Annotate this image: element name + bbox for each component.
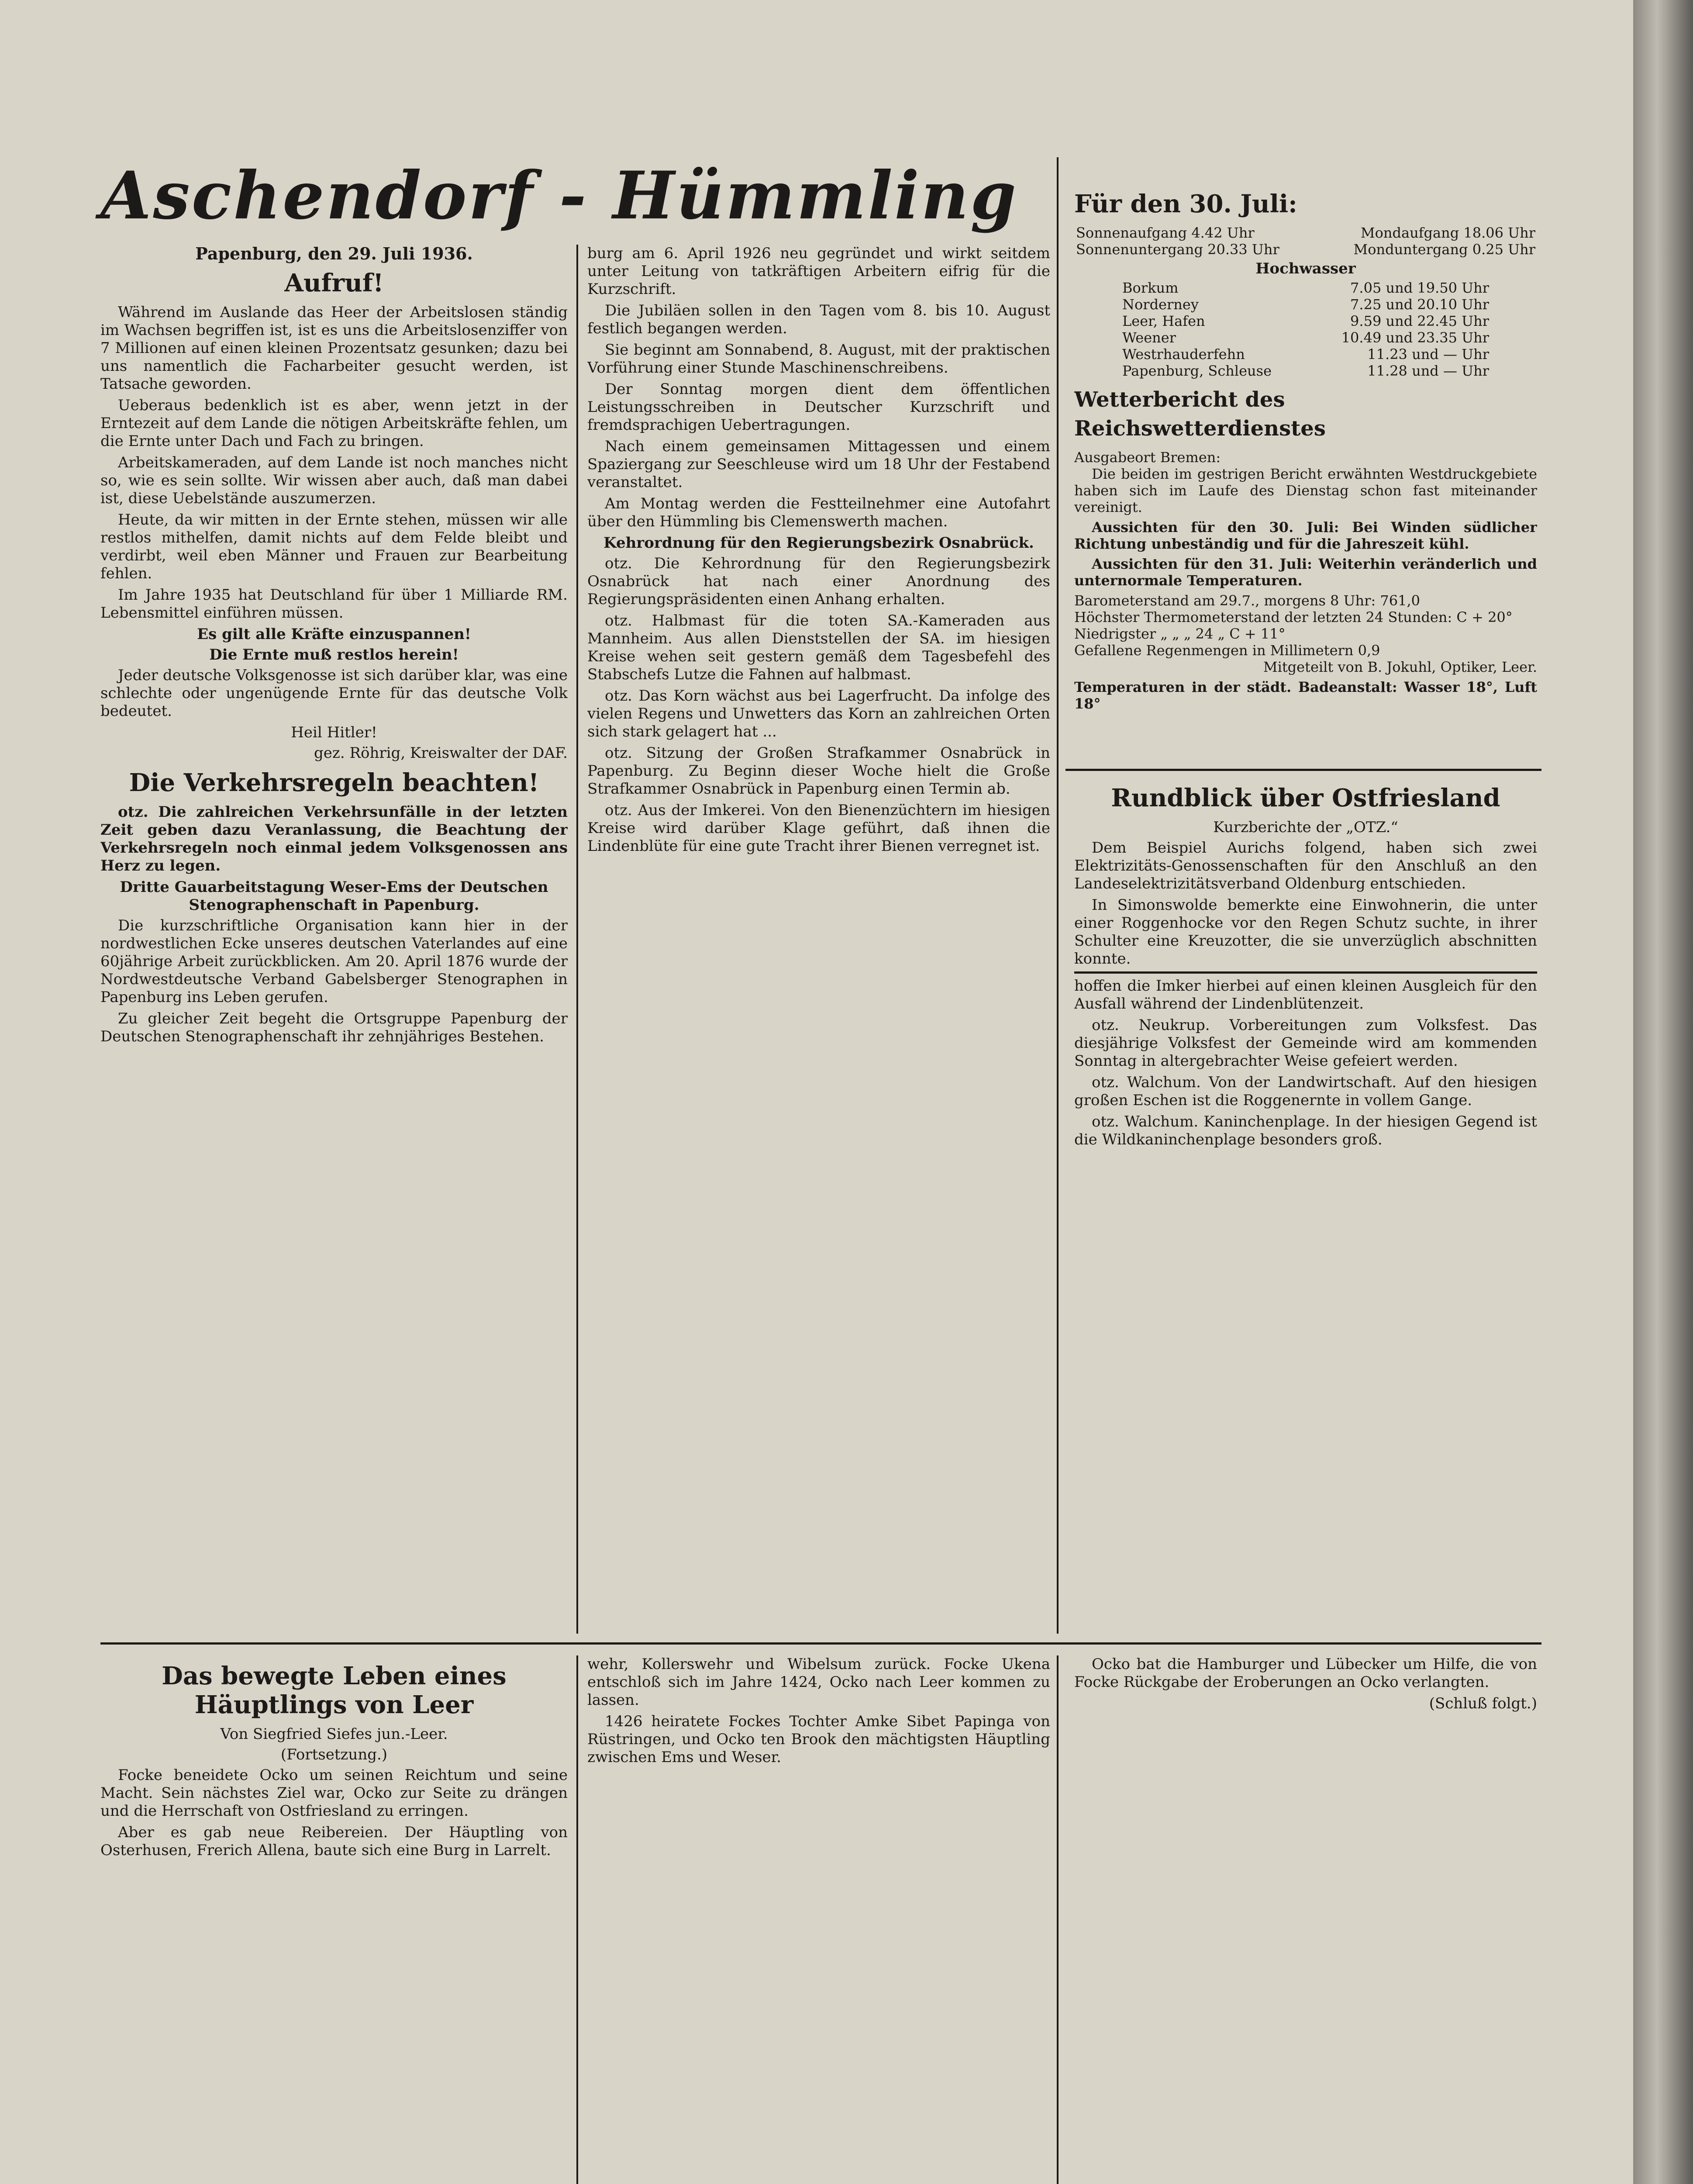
column-rule	[1057, 1655, 1059, 2184]
headline-kehrordnung: Kehrordnung für den Regierungsbezirk Osnabrück.	[603, 534, 1034, 552]
serial-continuation: (Fortsetzung.)	[280, 1746, 388, 1763]
headline-verkehr: Die Verkehrsregeln beachten!	[129, 768, 539, 797]
paragraph: Am Montag werden die Festteilnehmer eine Autofahrt über den Hümmling bis Clemenswerth machen.	[587, 495, 1050, 530]
column-rule	[576, 1655, 578, 2184]
paragraph: In Simonswolde bemerkte eine Einwohnerin, die unter einer Roggenhocke vor den Regen Schutz suchte, in ihrer Schulter eine Kreuzotter, die sie unverzüglich abschnitten konnte.	[1074, 896, 1537, 968]
report-office: Ausgabeort Bremen:	[1074, 449, 1221, 466]
paragraph: burg am 6. April 1926 neu gegründet und wirkt seitdem unter Leitung von tatkräftigen Arbeitern eifrig für die Kurzschrift.	[587, 245, 1050, 298]
slogan: Es gilt alle Kräfte einzuspannen!	[197, 625, 471, 643]
rainfall: Gefallene Regenmengen in Millimetern 0,9	[1074, 642, 1380, 659]
serial-title: Das bewegte Leben eines Häuptlings von Leer	[162, 1662, 507, 1719]
paragraph: Die Jubiläen sollen in den Tagen vom 8. bis 10. August festlich begangen werden.	[587, 302, 1050, 337]
tide-title: Hochwasser	[1255, 260, 1356, 277]
paragraph: otz. Walchum. Kaninchenplage. In der hiesigen Gegend ist die Wildkaninchenplage besonders groß.	[1074, 1113, 1537, 1148]
serial-end: (Schluß folgt.)	[1429, 1695, 1537, 1712]
observer: Mitgeteilt von B. Jokuhl, Optiker, Leer.	[1263, 659, 1537, 675]
headline-aufruf: Aufruf!	[284, 269, 384, 297]
tide-row: Borkum 7.05 und 19.50 Uhr	[1122, 280, 1489, 296]
paragraph: otz. Neukrup. Vorbereitungen zum Volksfest. Das diesjährige Volksfest der Gemeinde wird am kommenden Sonntag in altergebrachter Weise gefeiert werden.	[1074, 1016, 1537, 1070]
serial-column-3	[1074, 1655, 1537, 2184]
rundblick-subtitle: Kurzberichte der „OTZ.“	[1213, 819, 1398, 836]
tide-row: Westrhauderfehn 11.23 und — Uhr	[1122, 346, 1489, 363]
tide-row: Norderney 7.25 und 20.10 Uhr	[1122, 296, 1489, 313]
rundblick-column	[1074, 778, 1537, 1634]
paragraph: Ueberaus bedenklich ist es aber, wenn jetzt in der Erntezeit auf dem Lande die nötigen Arbeitskräfte fehlen, um die Ernte unter Dach und Fach zu bringen.	[100, 397, 568, 450]
closing: Heil Hitler!	[291, 724, 377, 741]
report-text: Die beiden im gestrigen Bericht erwähnten Westdruckgebiete haben sich im Laufe des Dienstag schon fast miteinander vereinigt.	[1074, 466, 1537, 515]
moonrise: Mondaufgang 18.06 Uhr	[1360, 225, 1535, 241]
column-2	[587, 245, 1050, 1634]
paragraph: otz. Walchum. Von der Landwirtschaft. Auf den hiesigen großen Eschen ist die Roggenernte in vollem Gange.	[1074, 1074, 1537, 1109]
paragraph: wehr, Kollerswehr und Wibelsum zurück. Focke Ukena entschloß sich im Jahre 1424, Ocko nach Leer kommen zu lassen.	[587, 1655, 1050, 1709]
sunrise: Sonnenaufgang 4.42 Uhr	[1076, 225, 1255, 241]
report-title: Wetterbericht des Reichswetterdienstes	[1074, 387, 1326, 441]
bath-temp: Temperaturen in der städt. Badeanstalt: Wasser 18°, Luft 18°	[1074, 679, 1537, 712]
paragraph: Focke beneidete Ocko um seinen Reichtum und seine Macht. Sein nächstes Ziel war, Ocko zur Seite zu drängen und die Herrschaft von Ostfriesland zu erringen.	[100, 1766, 568, 1820]
section-rule	[100, 1642, 1541, 1645]
column-rule	[1057, 157, 1059, 1634]
column-1	[100, 245, 568, 1634]
paragraph: otz. Aus der Imkerei. Von den Bienenzüchtern im hiesigen Kreise wird darüber Klage geführt, daß ihnen die Lindenblüte für eine gute Tracht ihrer Bienen verregnet ist.	[587, 802, 1050, 855]
serial-column-1	[100, 1655, 568, 2184]
paragraph: Jeder deutsche Volksgenosse ist sich darüber klar, was eine schlechte oder ungenügende Ernte für das deutsche Volk bedeutet.	[100, 667, 568, 720]
signature: gez. Röhrig, Kreiswalter der DAF.	[314, 744, 568, 762]
paragraph: Zu gleicher Zeit begeht die Ortsgruppe Papenburg der Deutschen Stenographenschaft ihr zehnjähriges Bestehen.	[100, 1010, 568, 1045]
paragraph: Der Sonntag morgen dient dem öffentlichen Leistungsschreiben in Deutscher Kurzschrift und fremdsprachigen Uebertragungen.	[587, 380, 1050, 434]
sun-moon-table	[1074, 225, 1537, 258]
paragraph: Ocko bat die Hamburger und Lübecker um Hilfe, die von Focke Rückgabe der Eroberungen an Ocko verlangten.	[1074, 1655, 1537, 1691]
weather-box	[1074, 183, 1537, 764]
paragraph: Aber es gab neue Reibereien. Der Häuptling von Osterhusen, Frerich Allena, baute sich eine Burg in Larrelt.	[100, 1824, 568, 1859]
tide-table	[1121, 280, 1491, 379]
tide-row: Leer, Hafen 9.59 und 22.45 Uhr	[1122, 313, 1489, 329]
weather-title: Für den 30. Juli:	[1074, 190, 1297, 218]
paragraph: hoffen die Imker hierbei auf einen kleinen Ausgleich für den Ausfall während der Lindenblütenzeit.	[1074, 971, 1537, 1013]
serial-column-2	[587, 1655, 1050, 2184]
max-temp: Höchster Thermometerstand der letzten 24 Stunden: C + 20°	[1074, 609, 1513, 625]
paragraph: otz. Halbmast für die toten SA.-Kameraden aus Mannheim. Aus allen Dienststellen der SA. im hiesigen Kreise wehen seit gestern gemäß dem Tagesbefehl des Stabschefs Lutze die Fahnen auf halbmast.	[587, 612, 1050, 683]
dateline: Papenburg, den 29. Juli 1936.	[195, 245, 473, 263]
paragraph: Die kurzschriftliche Organisation kann hier in der nordwestlichen Ecke unseres deutschen Vaterlandes auf eine 60jährige Arbeit zurückblicken. Am 20. April 1876 wurde der Nordwestdeutsche Verband Gabelsberger Stenographen in Papenburg ins Leben gerufen.	[100, 917, 568, 1006]
section-rule	[1065, 769, 1541, 771]
sunset: Sonnenuntergang 20.33 Uhr	[1076, 241, 1279, 258]
page-edge	[1633, 0, 1693, 2184]
masthead-title: Aschendorf - Hümmling	[100, 157, 1018, 234]
tide-row: Papenburg, Schleuse 11.28 und — Uhr	[1122, 363, 1489, 379]
column-rule	[576, 245, 578, 1634]
paragraph: Heute, da wir mitten in der Ernte stehen, müssen wir alle restlos mithelfen, damit nichts auf dem Felde bleibt und verdirbt, weil eben Männer und Frauen zur Bearbeitung fehlen.	[100, 511, 568, 582]
paragraph: Während im Auslande das Heer der Arbeitslosen ständig im Wachsen begriffen ist, ist es uns die Arbeitslosenziffer von 7 Millionen auf einen kleinen Prozentsatz gesunken; dazu bei uns namentlich die Facharbeiter gesucht werden, ist Tatsache geworden.	[100, 304, 568, 393]
serial-author: Von Siegfried Siefes jun.-Leer.	[220, 1725, 448, 1743]
barometer: Barometerstand am 29.7., morgens 8 Uhr: 761,0	[1074, 592, 1421, 609]
outlook: Aussichten für den 31. Juli: Weiterhin veränderlich und unternormale Temperaturen.	[1074, 556, 1537, 589]
paragraph: Im Jahre 1935 hat Deutschland für über 1 Milliarde RM. Lebensmittel einführen müssen.	[100, 586, 568, 622]
paragraph: 1426 heiratete Fockes Tochter Amke Sibet Papinga von Rüstringen, und Ocko ten Brook den mächtigsten Häuptling zwischen Ems und Weser.	[587, 1713, 1050, 1766]
rundblick-title: Rundblick über Ostfriesland	[1111, 784, 1500, 812]
min-temp: Niedrigster „ „ „ 24 „ C + 11°	[1074, 625, 1286, 642]
paragraph: otz. Das Korn wächst aus bei Lagerfrucht. Da infolge des vielen Regens und Unwetters das Korn an zahlreichen Orten sich stark gelagert hat ...	[587, 687, 1050, 740]
moonset: Monduntergang 0.25 Uhr	[1353, 241, 1535, 258]
paragraph: Sie beginnt am Sonnabend, 8. August, mit der praktischen Vorführung einer Stunde Maschinenschreibens.	[587, 341, 1050, 377]
paragraph: Nach einem gemeinsamen Mittagessen und einem Spaziergang zur Seeschleuse wird um 18 Uhr der Festabend veranstaltet.	[587, 438, 1050, 491]
paragraph: otz. Die zahlreichen Verkehrsunfälle in der letzten Zeit geben dazu Veranlassung, die Beachtung der Verkehrsregeln noch einmal jedem Volksgenossen ans Herz zu legen.	[100, 803, 568, 874]
outlook: Aussichten für den 30. Juli: Bei Winden südlicher Richtung unbeständig und für die Jahreszeit kühl.	[1074, 519, 1537, 552]
paragraph: otz. Sitzung der Großen Strafkammer Osnabrück in Papenburg. Zu Beginn dieser Woche hielt die Große Strafkammer Osnabrück in Papenburg einen Termin ab.	[587, 744, 1050, 798]
paragraph: otz. Die Kehrordnung für den Regierungsbezirk Osnabrück hat nach einer Anordnung des Regierungspräsidenten einen Anhang erhalten.	[587, 555, 1050, 608]
tide-row: Weener 10.49 und 23.35 Uhr	[1122, 329, 1489, 346]
paragraph: Arbeitskameraden, auf dem Lande ist noch manches nicht so, wie es sein sollte. Wir wissen aber auch, daß man dabei ist, diese Uebelstände auszumerzen.	[100, 454, 568, 507]
headline-stenographen: Dritte Gauarbeitstagung Weser-Ems der Deutschen Stenographenschaft in Papenburg.	[120, 878, 548, 914]
slogan: Die Ernte muß restlos herein!	[209, 646, 459, 663]
paragraph: Dem Beispiel Aurichs folgend, haben sich zwei Elektrizitäts-Genossenschaften für den Anschluß an den Landeselektrizitätsverband Oldenburg entschieden.	[1074, 839, 1537, 892]
